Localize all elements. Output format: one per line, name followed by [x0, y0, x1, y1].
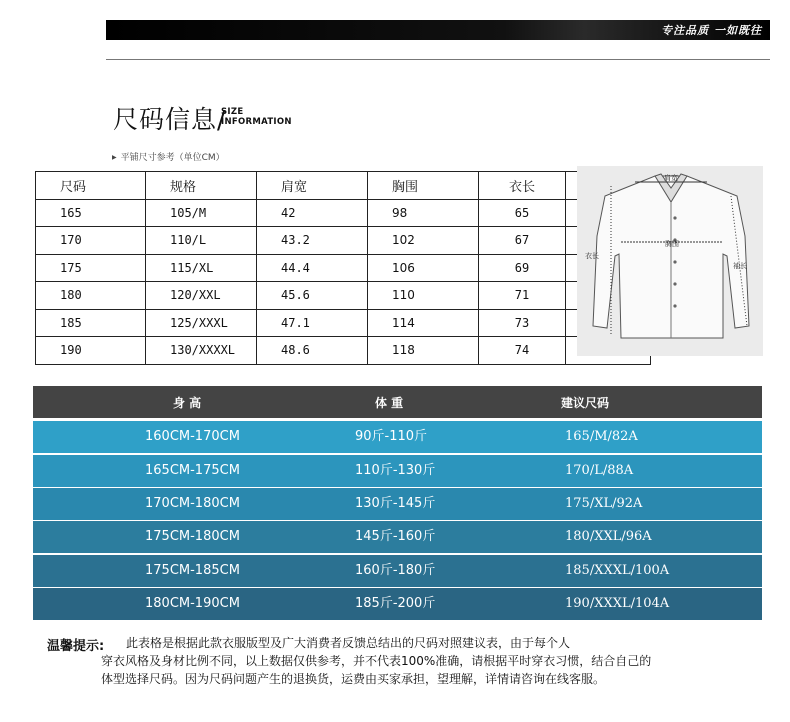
- table-header-row: [36, 172, 651, 200]
- cell-shoulder: 47.1: [257, 309, 368, 337]
- measure-note: [112, 150, 225, 163]
- cell-spec: 130/XXXXL: [146, 337, 257, 365]
- height-range: 165CM-175CM: [145, 463, 240, 478]
- cell-spec: 110/L: [146, 227, 257, 255]
- page-title: 尺码信息/: [113, 105, 227, 134]
- cell-spec: 115/XL: [146, 254, 257, 282]
- weight-range: 185斤-200斤: [355, 596, 436, 611]
- suggest-size: 170/L/88A: [565, 463, 634, 478]
- cell-length: 65: [479, 199, 566, 227]
- shirt-diagram: [577, 166, 763, 356]
- suggest-size: 185/XXXL/100A: [565, 563, 670, 578]
- cell-size: 180: [36, 282, 146, 310]
- cell-length: 73: [479, 309, 566, 337]
- header-size: 尺码: [36, 172, 146, 200]
- size-table: [35, 171, 651, 365]
- cell-shoulder: 48.6: [257, 337, 368, 365]
- table-row: [36, 254, 651, 282]
- cell-spec: 105/M: [146, 199, 257, 227]
- cell-chest: 118: [368, 337, 479, 365]
- header-chest: 胸围: [368, 172, 479, 200]
- cell-size: 175: [36, 254, 146, 282]
- table-row: [36, 337, 651, 365]
- cell-shoulder: 43.2: [257, 227, 368, 255]
- table-row: [36, 199, 651, 227]
- table-row: [36, 309, 651, 337]
- label-sleeve: 袖长: [733, 262, 747, 270]
- note-text: 平铺尺寸参考（单位CM）: [120, 153, 225, 163]
- divider: [106, 59, 770, 60]
- cell-chest: 102: [368, 227, 479, 255]
- page-title-en: [221, 107, 292, 127]
- cell-length: 69: [479, 254, 566, 282]
- cell-spec: 120/XXL: [146, 282, 257, 310]
- recommend-row: [33, 588, 762, 620]
- height-range: 170CM-180CM: [145, 496, 240, 511]
- table-row: [36, 227, 651, 255]
- suggest-size: 180/XXL/96A: [565, 529, 652, 544]
- cell-chest: 98: [368, 199, 479, 227]
- cell-shoulder: 45.6: [257, 282, 368, 310]
- cell-size: 165: [36, 199, 146, 227]
- cell-chest: 114: [368, 309, 479, 337]
- top-banner: [106, 20, 770, 40]
- cell-size: 190: [36, 337, 146, 365]
- label-length: 衣长: [585, 252, 599, 260]
- cell-shoulder: 44.4: [257, 254, 368, 282]
- cell-size: 185: [36, 309, 146, 337]
- weight-range: 160斤-180斤: [355, 563, 436, 578]
- suggest-size: 175/XL/92A: [565, 496, 643, 511]
- header-weight: 体 重: [375, 396, 404, 410]
- header-length: 衣长: [479, 172, 566, 200]
- recommend-row: [33, 521, 762, 553]
- slogan: 专注品质 一如既往: [661, 24, 762, 37]
- table-row: [36, 282, 651, 310]
- cell-spec: 125/XXXL: [146, 309, 257, 337]
- recommend-row: [33, 488, 762, 520]
- recommend-row: [33, 555, 762, 587]
- height-range: 180CM-190CM: [145, 596, 240, 611]
- triangle-icon: ▶: [112, 154, 117, 161]
- tips-text: [101, 634, 756, 688]
- cell-length: 74: [479, 337, 566, 365]
- header-height: 身 高: [173, 396, 202, 410]
- recommend-row: [33, 421, 762, 453]
- height-range: 175CM-185CM: [145, 563, 240, 578]
- tips-line2: 穿衣风格及身材比例不同，以上数据仅供参考，并不代表100%准确，请根据平时穿衣习惯，结合自己的: [101, 654, 652, 668]
- cell-length: 71: [479, 282, 566, 310]
- label-shoulder: 肩宽: [664, 174, 678, 182]
- recommend-row: [33, 455, 762, 487]
- weight-range: 110斤-130斤: [355, 463, 436, 478]
- weight-range: 145斤-160斤: [355, 529, 436, 544]
- tips-line1: 此表格是根据此款衣服版型及广大消费者反馈总结出的尺码对照建议表，由于每个人: [126, 636, 571, 650]
- title-en-line1: SIZE: [221, 107, 244, 117]
- tips-line3: 体型选择尺码。因为尺码问题产生的退换货，运费由买家承担，望理解，详情请咨询在线客服。: [101, 672, 606, 686]
- tips-label: 温馨提示:: [47, 639, 105, 654]
- height-range: 175CM-180CM: [145, 529, 240, 544]
- suggest-size: 190/XXXL/104A: [565, 596, 670, 611]
- cell-length: 67: [479, 227, 566, 255]
- weight-range: 130斤-145斤: [355, 496, 436, 511]
- cell-chest: 110: [368, 282, 479, 310]
- suggest-size: 165/M/82A: [565, 429, 638, 444]
- cell-shoulder: 42: [257, 199, 368, 227]
- header-suggest: 建议尺码: [561, 396, 610, 410]
- label-chest: 胸围: [665, 240, 679, 248]
- height-range: 160CM-170CM: [145, 429, 240, 444]
- weight-range: 90斤-110斤: [355, 429, 428, 444]
- header-shoulder: 肩宽: [257, 172, 368, 200]
- recommend-header: [33, 386, 762, 418]
- cell-chest: 106: [368, 254, 479, 282]
- header-spec: 规格: [146, 172, 257, 200]
- cell-size: 170: [36, 227, 146, 255]
- shirt-icon: [577, 166, 763, 356]
- title-en-line2: INFORMATION: [221, 117, 292, 127]
